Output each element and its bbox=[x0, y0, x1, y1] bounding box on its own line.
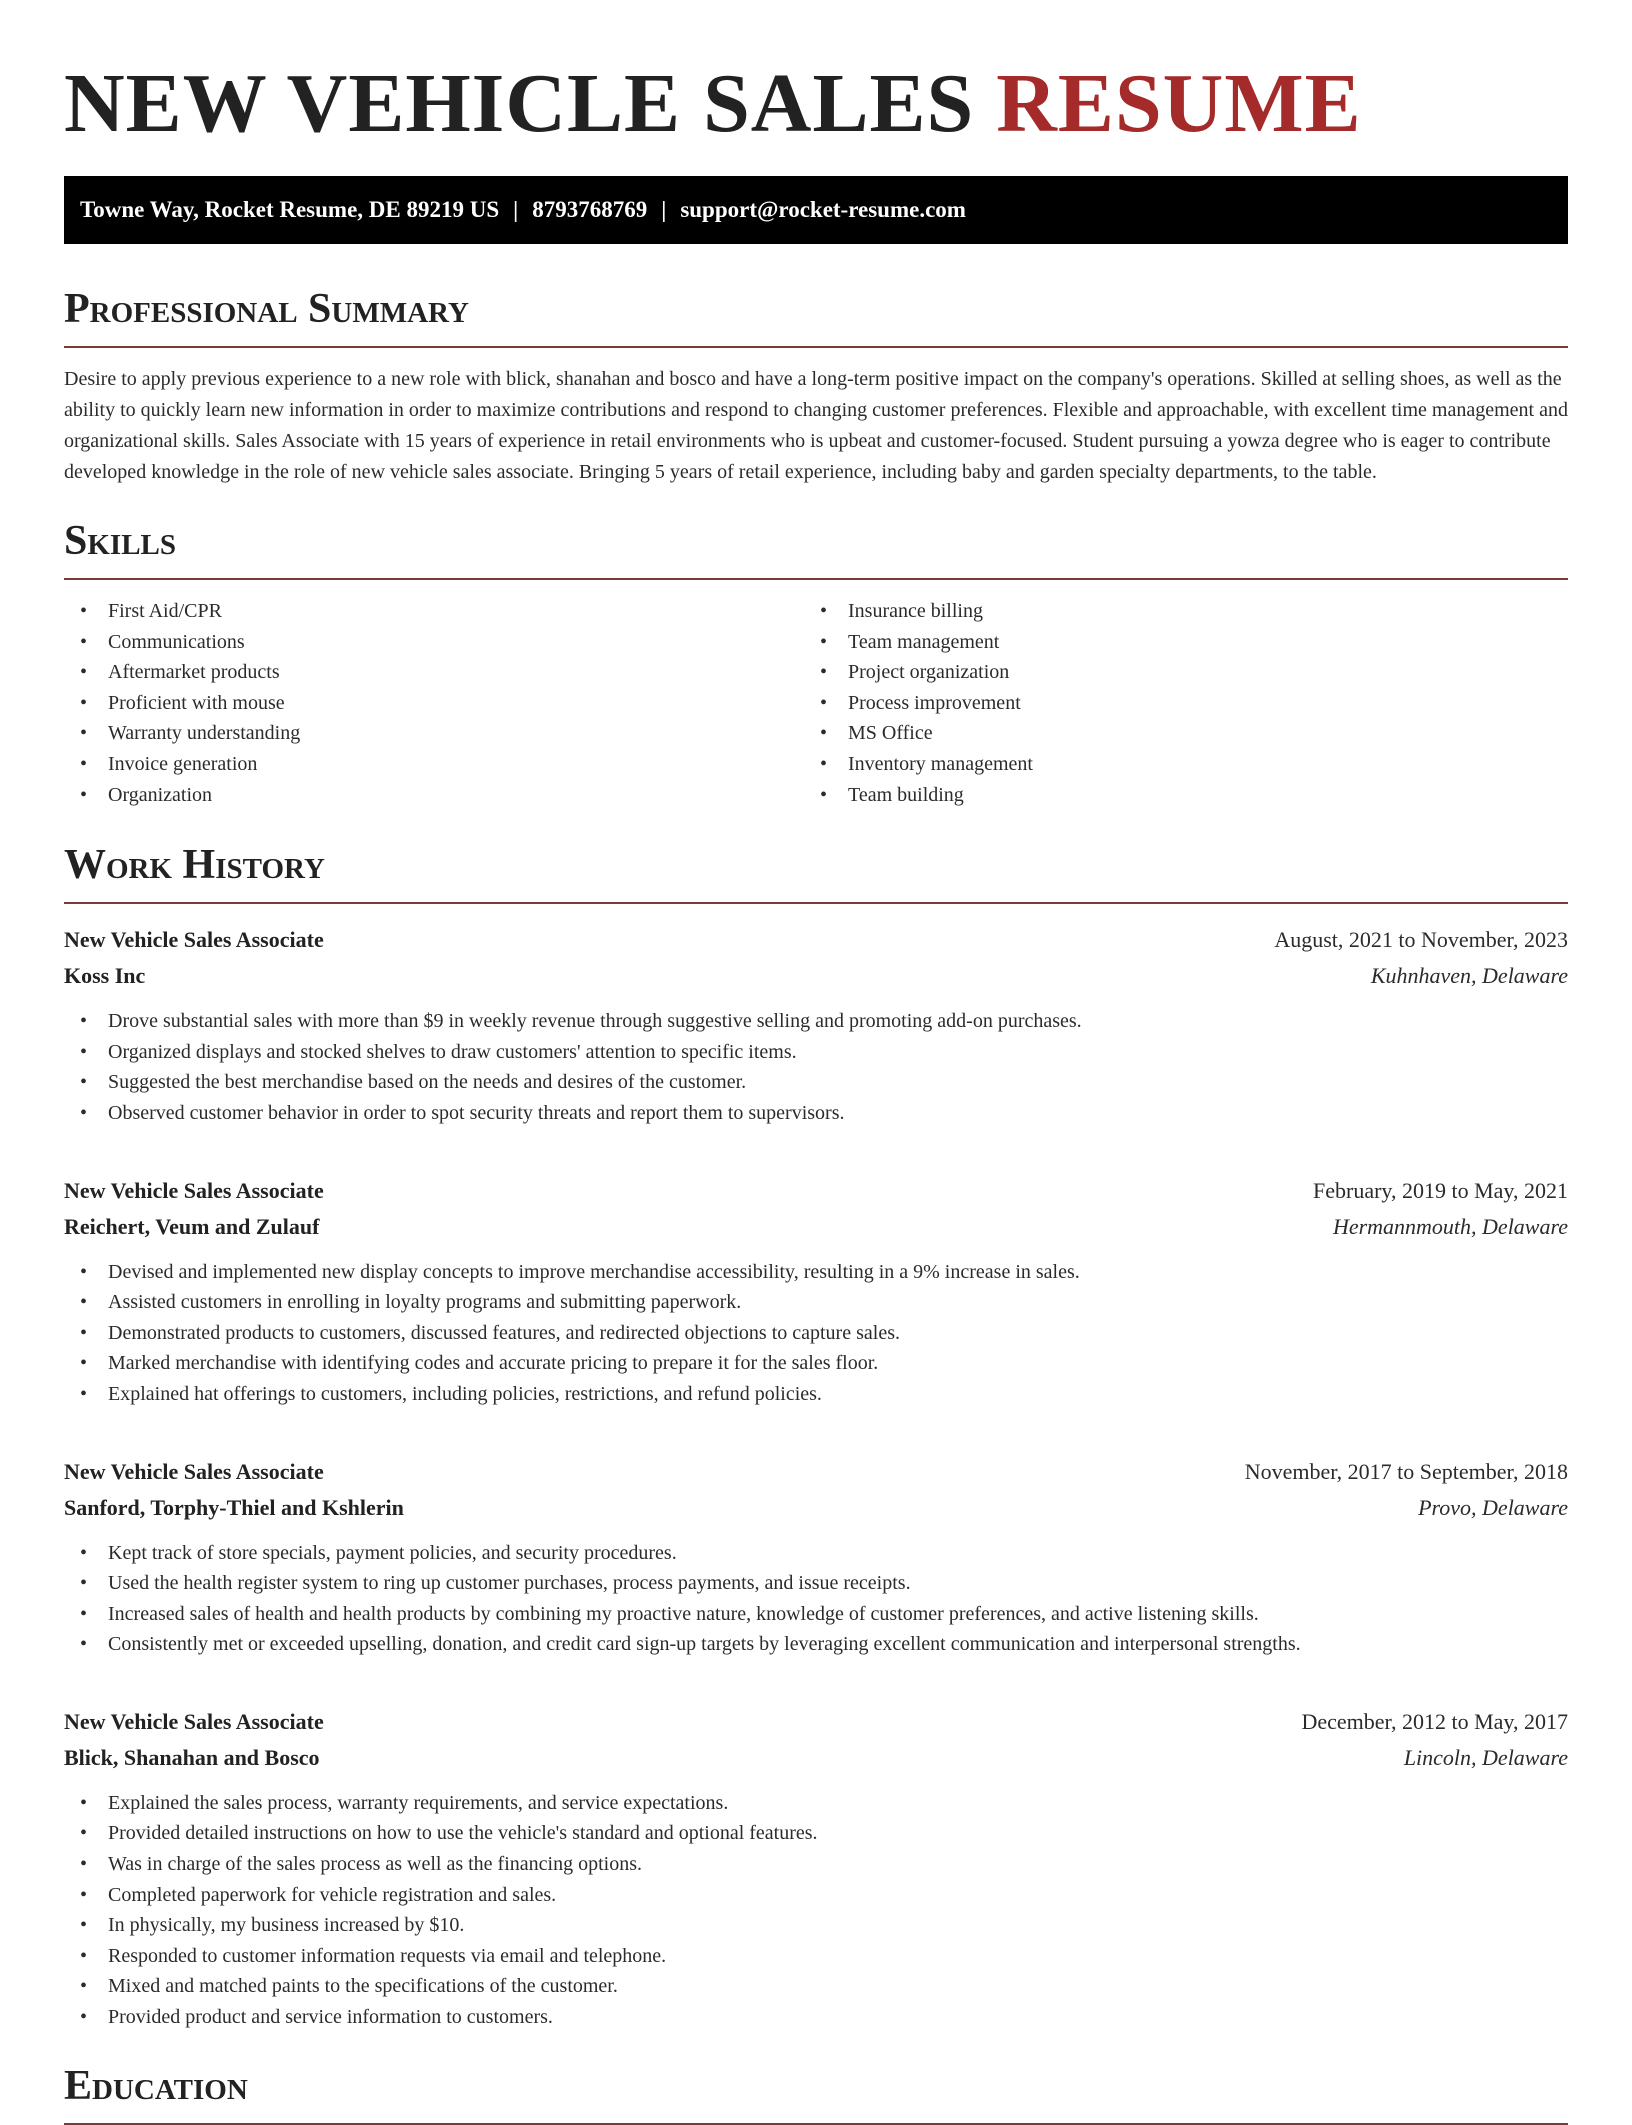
job-bullet: • Consistently met or exceeded upselling, donation, and credit card sign-up targets by leveraging excellent communication and interpersonal strengths. bbox=[64, 1629, 1568, 1660]
job-header-row bbox=[64, 1454, 1568, 1490]
job-company: Blick, Shanahan and Bosco bbox=[64, 1744, 320, 1770]
skill-item: • Project organization bbox=[804, 657, 1544, 688]
skills-grid bbox=[64, 596, 1568, 810]
skill-item: • First Aid/CPR bbox=[64, 596, 804, 627]
job-entry bbox=[64, 922, 1568, 1128]
job-company-row bbox=[64, 1209, 1568, 1245]
title-accent: RESUME bbox=[996, 57, 1362, 150]
skill-item: • Warranty understanding bbox=[64, 718, 804, 749]
job-bullet: • Used the health register system to ring up customer purchases, process payments, and issue receipts. bbox=[64, 1568, 1568, 1599]
job-bullets bbox=[64, 1538, 1568, 1660]
skill-item: • Aftermarket products bbox=[64, 657, 804, 688]
job-header-row bbox=[64, 1173, 1568, 1209]
skills-column-left bbox=[64, 596, 804, 810]
resume-page bbox=[64, 0, 1568, 2125]
skill-item: • Process improvement bbox=[804, 688, 1544, 719]
job-bullet: • Organized displays and stocked shelves to draw customers' attention to specific items. bbox=[64, 1037, 1568, 1068]
job-dates: February, 2019 to May, 2021 bbox=[1313, 1177, 1568, 1203]
job-bullet: • Mixed and matched paints to the specifications of the customer. bbox=[64, 1971, 1568, 2002]
job-bullet: • Provided product and service information to customers. bbox=[64, 2002, 1568, 2033]
skill-item: • Proficient with mouse bbox=[64, 688, 804, 719]
summary-text: Desire to apply previous experience to a new role with blick, shanahan and bosco and have a long-term positive impact on the company's operations. Skilled at selling shoes, as well as the ability to quickly learn new information in order to maximize contributions and respond to changing customer preferences. Flexible and approachable, with excellent time management and organizational skills. Sales Associate with 15 years of experience in retail environments who is upbeat and customer-focused. Student pursuing a yowza degree who is eager to contribute developed knowledge in the role of new vehicle sales associate. Bringing 5 years of retail experience, including baby and garden specialty departments, to the table. bbox=[64, 368, 1568, 483]
contact-separator: | bbox=[513, 197, 519, 222]
job-bullet: • Marked merchandise with identifying codes and accurate pricing to prepare it for the sales floor. bbox=[64, 1348, 1568, 1379]
job-bullet: • Kept track of store specials, payment policies, and security procedures. bbox=[64, 1538, 1568, 1569]
job-bullet: • Observed customer behavior in order to spot security threats and report them to supervisors. bbox=[64, 1098, 1568, 1129]
section-heading-work: Work History bbox=[64, 840, 1568, 904]
skill-item: • Team management bbox=[804, 627, 1544, 658]
job-header-row bbox=[64, 922, 1568, 958]
job-bullet: • Devised and implemented new display concepts to improve merchandise accessibility, resulting in a 9% increase in sales. bbox=[64, 1257, 1568, 1288]
skills-column-right bbox=[804, 596, 1544, 810]
education-section bbox=[64, 2061, 1568, 2125]
job-title: New Vehicle Sales Associate bbox=[64, 927, 324, 953]
job-bullet: • In physically, my business increased by $10. bbox=[64, 1910, 1568, 1941]
job-location: Lincoln, Delaware bbox=[1403, 1744, 1568, 1770]
job-location: Provo, Delaware bbox=[1418, 1494, 1568, 1520]
job-bullet: • Explained the sales process, warranty requirements, and service expectations. bbox=[64, 1788, 1568, 1819]
job-entry bbox=[64, 1704, 1568, 2033]
title-main: NEW VEHICLE SALES bbox=[64, 57, 975, 150]
job-bullet: • Responded to customer information requests via email and telephone. bbox=[64, 1941, 1568, 1972]
contact-email: support@rocket-resume.com bbox=[680, 197, 966, 222]
job-dates: August, 2021 to November, 2023 bbox=[1274, 927, 1568, 953]
job-dates: December, 2012 to May, 2017 bbox=[1301, 1708, 1568, 1734]
job-list bbox=[64, 922, 1568, 2032]
skill-item: • Insurance billing bbox=[804, 596, 1544, 627]
job-bullet: • Provided detailed instructions on how to use the vehicle's standard and optional features. bbox=[64, 1818, 1568, 1849]
job-bullets bbox=[64, 1257, 1568, 1410]
job-location: Kuhnhaven, Delaware bbox=[1370, 963, 1568, 989]
skill-item: • Organization bbox=[64, 780, 804, 811]
job-bullet: • Completed paperwork for vehicle registration and sales. bbox=[64, 1880, 1568, 1911]
contact-bar bbox=[64, 176, 1568, 244]
job-company: Koss Inc bbox=[64, 963, 146, 989]
job-entry bbox=[64, 1173, 1568, 1410]
job-header-row bbox=[64, 1704, 1568, 1740]
skill-item: • Inventory management bbox=[804, 749, 1544, 780]
job-bullet: • Increased sales of health and health products by combining my proactive nature, knowledge of customer preferences, and active listening skills. bbox=[64, 1599, 1568, 1630]
job-company-row bbox=[64, 958, 1568, 994]
job-bullets bbox=[64, 1006, 1568, 1128]
skill-item: • MS Office bbox=[804, 718, 1544, 749]
job-bullet: • Suggested the best merchandise based on the needs and desires of the customer. bbox=[64, 1067, 1568, 1098]
section-heading-education: Education bbox=[64, 2061, 1568, 2125]
job-entry bbox=[64, 1454, 1568, 1660]
resume-title bbox=[64, 54, 1568, 154]
section-heading-skills: Skills bbox=[64, 516, 1568, 580]
job-company-row bbox=[64, 1490, 1568, 1526]
job-bullet: • Assisted customers in enrolling in loyalty programs and submitting paperwork. bbox=[64, 1287, 1568, 1318]
contact-phone: 8793768769 bbox=[532, 197, 648, 222]
skills-section bbox=[64, 516, 1568, 810]
contact-address: Towne Way, Rocket Resume, DE 89219 US bbox=[80, 197, 500, 222]
work-history-section bbox=[64, 840, 1568, 2032]
job-title: New Vehicle Sales Associate bbox=[64, 1458, 324, 1484]
job-company: Sanford, Torphy-Thiel and Kshlerin bbox=[64, 1494, 404, 1520]
job-title: New Vehicle Sales Associate bbox=[64, 1177, 324, 1203]
job-bullets bbox=[64, 1788, 1568, 2033]
professional-summary-section bbox=[64, 284, 1568, 488]
job-bullet: • Drove substantial sales with more than $9 in weekly revenue through suggestive selling and promoting add-on purchases. bbox=[64, 1006, 1568, 1037]
job-bullet: • Demonstrated products to customers, discussed features, and redirected objections to capture sales. bbox=[64, 1318, 1568, 1349]
skill-item: • Team building bbox=[804, 780, 1544, 811]
job-dates: November, 2017 to September, 2018 bbox=[1244, 1458, 1568, 1484]
contact-separator: | bbox=[661, 197, 667, 222]
skill-item: • Invoice generation bbox=[64, 749, 804, 780]
section-heading-summary: Professional Summary bbox=[64, 284, 1568, 348]
job-title: New Vehicle Sales Associate bbox=[64, 1708, 324, 1734]
job-bullet: • Was in charge of the sales process as well as the financing options. bbox=[64, 1849, 1568, 1880]
job-company: Reichert, Veum and Zulauf bbox=[64, 1213, 320, 1239]
job-company-row bbox=[64, 1740, 1568, 1776]
skill-item: • Communications bbox=[64, 627, 804, 658]
job-bullet: • Explained hat offerings to customers, including policies, restrictions, and refund policies. bbox=[64, 1379, 1568, 1410]
job-location: Hermannmouth, Delaware bbox=[1332, 1213, 1568, 1239]
